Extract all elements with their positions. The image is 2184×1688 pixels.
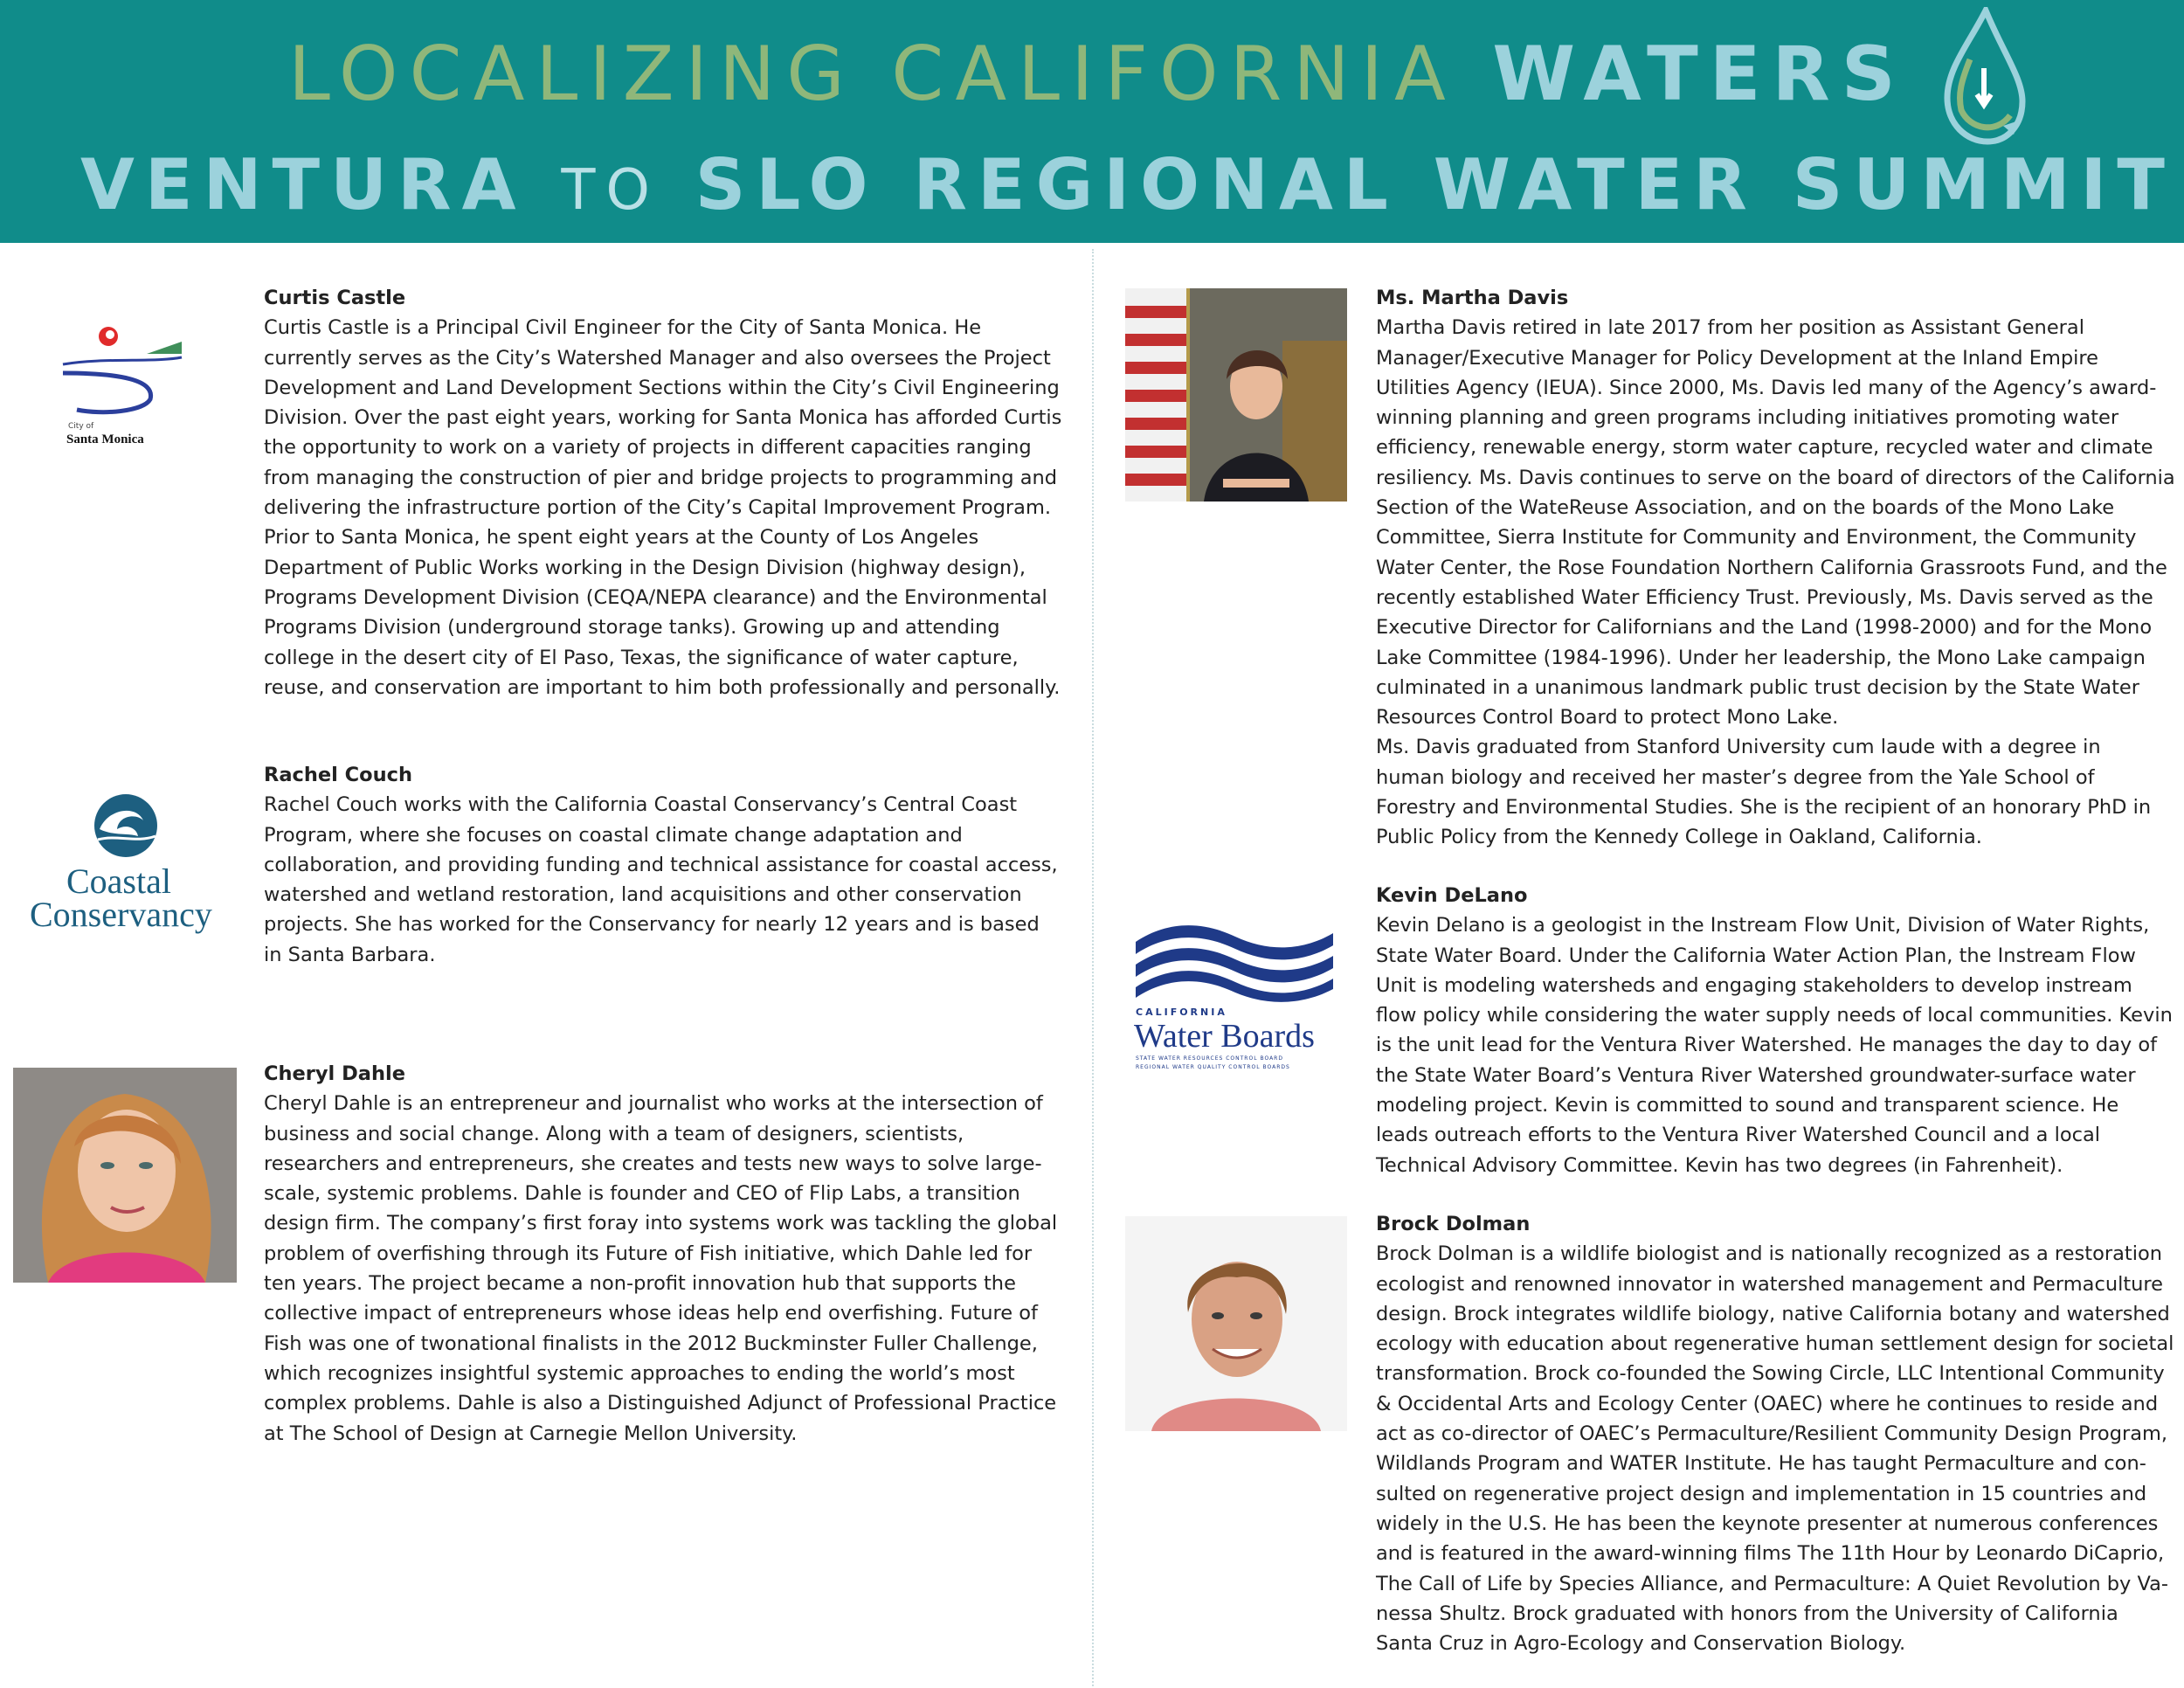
coastal-logo-line2: Conservancy <box>30 895 212 934</box>
water-boards-logo-sub2: REGIONAL WATER QUALITY CONTROL BOARDS <box>1136 1064 1290 1070</box>
martha-davis-photo <box>1125 288 1347 502</box>
subtitle-part2: SLO REGIONAL WATER SUMMIT <box>660 144 2175 225</box>
bio-cheryl-dahle <box>264 1059 1063 1449</box>
speaker-bio: Curtis Castle is a Principal Civil Engineer for the City of Santa Monica. He currently serves as the City’s Watershed Manager and also oversees the Project Development and Land Development Sections within the City’s Civil Engineering Division. Over the past eight years, working for Santa Monica has afforded Curtis the opportunity to work on a variety of projects in different capacities ranging from managing the construction of pier and bridge projects to programming and delivering the infrastructure portion of the City’s Capital Improvement Program. Prior to Santa Monica, he spent eight years at the County of Los Angeles Department of Public Works working in the Design Division (highway design), Programs Development Division (CEQA/NEPA clearance) and the Environmental Programs Division (underground storage tanks). Growing up and attending college in the desert city of El Paso, Texas, the significance of water capture, reuse, and conservation are important to him both professionally and personally. <box>264 316 1062 699</box>
speaker-name: Kevin DeLano <box>1376 884 1528 907</box>
banner-subtitle <box>80 140 2175 236</box>
cheryl-dahle-photo <box>13 1068 237 1283</box>
brock-dolman-photo <box>1125 1216 1347 1431</box>
title-part1: LOCALIZING CALIFORNIA <box>288 31 1493 118</box>
santa-monica-logo-top: City of <box>68 422 94 431</box>
santa-monica-logo-bottom: Santa Monica <box>66 432 144 446</box>
santa-monica-logo <box>59 319 190 450</box>
speaker-bio: Martha Davis retired in late 2017 from her position as Assistant General Manager/Executive Manager for Policy Development at the Inland Empire Utilities Agency (IEUA). Since 2000, Ms. Davis led many of the Agency’s award-winning planning and green programs including initiatives promoting water efficiency, renewable energy, storm water capture, recycled water and climate resiliency. Ms. Davis continues to serve on the board of directors of the California Section of the WateReuse Association, and on the boards of the Mono Lake Committee, Sierra Institute for Community and Environment, the Community Water Center, the Rose Foundation Northern California Grassroots Fund, and the recently established Water Efficiency Trust. Previously, Ms. Davis served as the Executive Director for Californians and the Land (1998-2000) and for the Mono Lake Committee (1984-1996). Under her leadership, the Mono Lake campaign culminated in a unanimous landmark public trust decision by the State Water Resources Control Board to protect Mono Lake. <box>1376 316 2175 730</box>
speaker-bio: Cheryl Dahle is an entrepreneur and journalist who works at the intersection of business and social change. Along with a team of designers, scientists, researchers and entrepreneurs, she creates and tests new ways to solve large-scale, systemic problems. Dahle is founder and CEO of Flip Labs, a transition design firm. The company’s first foray into systems work was tackling the global problem of overfishing through its Future of Fish initiative, which Dahle led for ten years. The project became a non-profit innovation hub that supports the collective impact of entrepreneurs whose ideas help end overfishing. Future of Fish was one of twonational finalists in the 2012 Buckminster Fuller Challenge, which recognizes insightful systemic approaches to ending the world’s most complex problems. Dahle is also a Distinguished Adjunct of Professional Practice at The School of Design at Carnegie Mellon University. <box>264 1092 1058 1445</box>
speaker-name: Brock Dolman <box>1376 1213 1531 1235</box>
water-drop-logo-icon <box>1935 7 2031 149</box>
speaker-bio: Kevin Delano is a geologist in the Instream Flow Unit, Division of Water Rights, State Water Board. Under the California Water Action Plan, the Instream Flow Unit is modeling watersheds and engaging stakeholders to develop instream flow policy while considering the water supply needs of local communities. Kevin is the unit lead for the Ventura River Watershed. He manages the day to day of the State Water Board’s Ventura River Watershed groundwater-surface water modeling project. Kevin is committed to sound and transparent science. He leads outreach efforts to the Ventura River Watershed Council and a local Technical Advisory Committee. Kevin has two degrees (in Fahrenheit). <box>1376 914 2173 1177</box>
bio-kevin-delano <box>1376 881 2175 1180</box>
header-banner <box>0 0 2184 243</box>
subtitle-part1: VENTURA <box>80 144 562 225</box>
water-boards-logo <box>1132 919 1342 1076</box>
water-boards-waves-icon <box>1132 919 1337 1003</box>
speaker-name: Curtis Castle <box>264 287 406 309</box>
column-divider <box>1092 249 1094 1686</box>
bio-brock-dolman <box>1376 1209 2175 1658</box>
bio-curtis-castle <box>264 283 1063 702</box>
speaker-bio: Brock Dolman is a wildlife biologist and is nationally recognized as a restoration ecologist and renowned innovator in watershed management and Permaculture design. Brock integrates wildlife biology, native California botany and watershed ecology with education about regenerative human settlement design for societal transformation. Brock co-founded the Sowing Circle, LLC Intentional Community & Occidental Arts and Ecology Center (OAEC) where he continues to reside and act as co-director of OAEC’s Permaculture/Resilient Community Design Program, Wildlands Program and WATER Institute. He has taught Permaculture and con-sulted on regenerative project design and implementation in 15 countries and widely in the U.S. He has been the keynote presenter at numerous conferences and is featured in the award-winning films The 11th Hour by Leonardo DiCaprio, The Call of Life by Species Alliance, and Permaculture: A Quiet Revolution by Va-nessa Shultz. Brock graduated with honors from the University of California Santa Cruz in Agro-Ecology and Conservation Biology. <box>1376 1242 2174 1656</box>
water-boards-logo-main: Water Boards <box>1134 1018 1315 1055</box>
speaker-name: Ms. Martha Davis <box>1376 287 1569 309</box>
subtitle-to: TO <box>561 158 660 223</box>
water-boards-logo-top: CALIFORNIA <box>1136 1007 1227 1018</box>
speaker-bio: Rachel Couch works with the California Coastal Conservancy’s Central Coast Program, where she focuses on coastal climate change adaptation and collaboration, and providing funding and technical assistance for coastal access, watershed and wetland restoration, land acquisitions and other conservation projects. She has worked for the Conservancy for nearly 12 years and is based in Santa Barbara. <box>264 793 1058 966</box>
coastal-conservancy-logo <box>26 791 227 939</box>
santa-monica-emblem-icon <box>59 319 190 415</box>
coastal-conservancy-wave-icon <box>87 791 166 861</box>
title-part2: WATERS <box>1492 31 1907 118</box>
coastal-logo-line1: Coastal <box>66 861 171 901</box>
speaker-name: Cheryl Dahle <box>264 1062 405 1085</box>
speaker-bio-continued: Ms. Davis graduated from Stanford University cum laude with a degree in human biology and received her master’s degree from the Yale School of Forestry and Environmental Studies. She is the recipient of an honorary PhD in Public Policy from the Kennedy College in Oakland, California. <box>1376 736 2152 849</box>
bio-martha-davis <box>1376 283 2175 853</box>
bio-rachel-couch <box>264 760 1063 970</box>
water-boards-logo-sub1: STATE WATER RESOURCES CONTROL BOARD <box>1136 1055 1283 1062</box>
speaker-name: Rachel Couch <box>264 764 413 786</box>
banner-title <box>288 26 1907 122</box>
